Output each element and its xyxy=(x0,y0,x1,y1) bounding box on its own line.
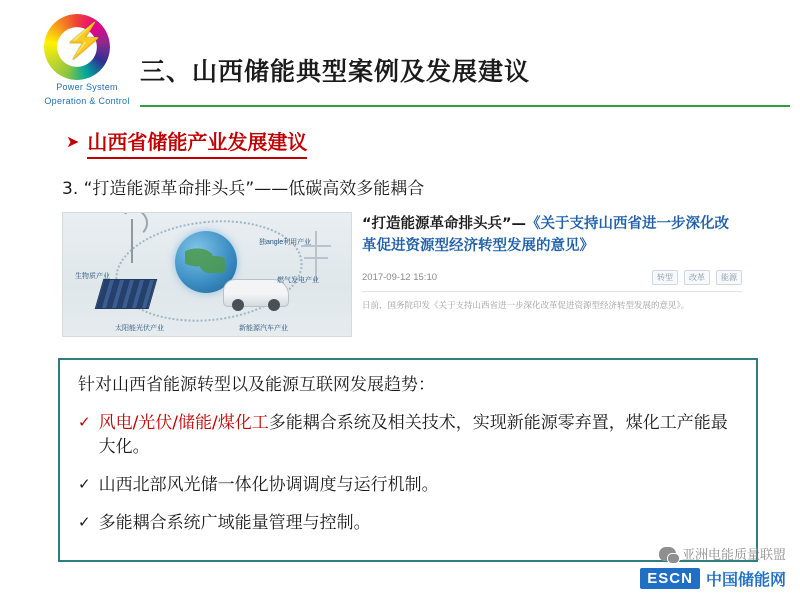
news-tag[interactable]: 能源 xyxy=(716,270,742,285)
check-icon: ✓ xyxy=(78,512,91,531)
page-title xyxy=(140,52,790,88)
news-headline-part2: 《关于支持山西省进一步深化改革促进资源型经济转型发展的意见》 xyxy=(362,216,730,254)
news-headline xyxy=(362,214,742,258)
wind-turbine-icon xyxy=(131,219,133,263)
photo-label: 燃气发电产业 xyxy=(277,277,319,284)
escn-site-name: 中国储能网 xyxy=(705,572,786,589)
logo-text-line2: Operation & Control xyxy=(44,96,130,106)
wechat-icon xyxy=(659,547,676,561)
slide-title-text: 三、山西储能典型案例及发展建议 xyxy=(140,57,531,86)
arrow-bullet-icon: ➤ xyxy=(66,133,80,151)
solar-panel-icon xyxy=(95,279,158,309)
logo-text-line1: Power System xyxy=(56,82,118,92)
news-headline-part1: “打造能源革命排头兵”— xyxy=(362,216,527,232)
photo-label: 太阳能光伏产业 xyxy=(115,325,164,332)
photo-label: 新能源汽车产业 xyxy=(239,325,288,332)
news-tag-list xyxy=(652,270,742,285)
list-item-text: 山西北部风光储一体化协调调度与运行机制。 xyxy=(98,475,439,496)
list-item-rest: 多能耦合系统及相关技术，实现新能源零弃置，煤化工产能最大化。 xyxy=(98,412,728,458)
check-icon: ✓ xyxy=(78,412,91,431)
wechat-watermark xyxy=(556,544,786,563)
list-item-highlight: 风电/光伏/储能/煤化工 xyxy=(98,412,269,433)
conclusion-box xyxy=(58,358,758,562)
subsection-heading: 3. “打造能源革命排头兵”——低碳高效多能耦合 xyxy=(62,179,425,199)
news-body-text: 日前，国务院印发《关于支持山西省进一步深化改革促进资源型经济转型发展的意见》。 xyxy=(362,299,690,310)
news-divider xyxy=(362,291,742,292)
news-meta xyxy=(362,270,742,285)
energy-industry-illustration xyxy=(62,212,352,337)
slide-header xyxy=(0,0,800,112)
media-row xyxy=(62,212,742,342)
news-tag[interactable]: 改革 xyxy=(684,270,710,285)
conclusion-lead-text: 针对山西省能源转型以及能源互联网发展趋势： xyxy=(78,375,435,395)
list-item xyxy=(78,511,738,536)
escn-watermark xyxy=(556,567,786,590)
watermark-block xyxy=(556,544,786,590)
list-item xyxy=(78,473,738,498)
logo-mark xyxy=(44,14,116,80)
title-divider xyxy=(140,105,790,107)
list-item xyxy=(78,411,738,460)
list-item-text: 多能耦合系统广域能量管理与控制。 xyxy=(98,512,371,533)
bolt-icon: ⚡ xyxy=(63,22,106,60)
organization-logo xyxy=(22,12,152,104)
photo-label: 生物质产业 xyxy=(75,273,110,280)
wechat-account-name: 亚洲电能质量联盟 xyxy=(681,547,786,562)
news-card xyxy=(362,214,742,336)
photo-label: 独angle利用产业 xyxy=(259,239,312,246)
section-heading-text: 山西省储能产业发展建议 xyxy=(87,126,307,159)
list-item-text xyxy=(99,411,738,460)
section-heading xyxy=(66,126,307,159)
news-date: 2017-09-12 15:10 xyxy=(362,271,438,283)
escn-logo: ESCN xyxy=(640,568,700,589)
news-tag[interactable]: 转型 xyxy=(652,270,678,285)
check-icon: ✓ xyxy=(78,475,91,494)
